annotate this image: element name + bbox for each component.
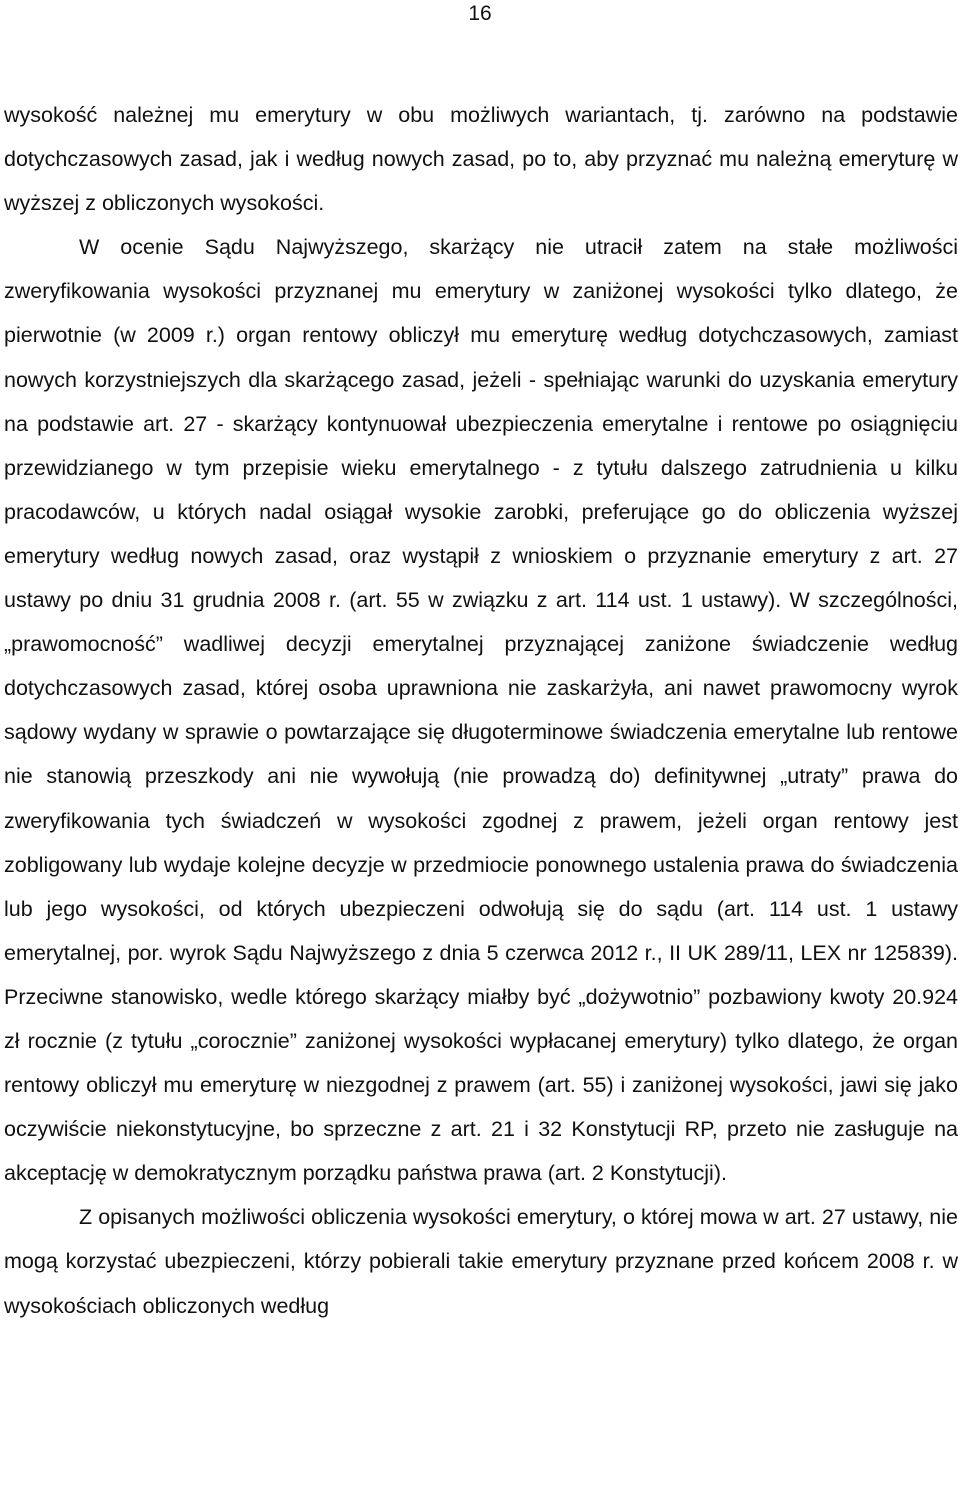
paragraph-2: W ocenie Sądu Najwyższego, skarżący nie utracił zatem na stałe możliwości zweryfikowania wysokości przyznanej mu emerytury w zaniżonej wysokości tylko dlatego, że pierwotnie (w 2009 r.) organ rentowy obliczył mu emeryturę według dotychczasowych, zamiast nowych korzystniejszych dla skarżącego zasad, jeżeli - spełniając warunki do uzyskania emerytury na podstawie art. 27 - skarżący kontynuował ubezpieczenia emerytalne i rentowe po osiągnięciu przewidzianego w tym przepisie wieku emerytalnego - z tytułu dalszego zatrudnienia u kilku pracodawców, u których nadal osiągał wysokie zarobki, preferujące go do obliczenia wyższej emerytury według nowych zasad, oraz wystąpił z wnioskiem o przyznanie emerytury z art. 27 ustawy po dniu 31 grudnia 2008 r. (art. 55 w związku z art. 114 ust. 1 ustawy). W szczególności, „prawomocność” wadliwej decyzji emerytalnej przyznającej zaniżone świadczenie według dotychczasowych zasad, której osoba uprawniona nie zaskarżyła, ani nawet prawomocny wyrok sądowy wydany w sprawie o powtarzające się długoterminowe świadczenia emerytalne lub rentowe nie stanowią przeszkody ani nie wywołują (nie prowadzą do) definitywnej „utraty” prawa do zweryfikowania tych świadczeń w wysokości zgodnej z prawem, jeżeli organ rentowy jest zobligowany lub wydaje kolejne decyzje w przedmiocie ponownego ustalenia prawa do świadczenia lub jego wysokości, od których ubezpieczeni odwołują się do sądu (art. 114 ust. 1 ustawy emerytalnej, por. wyrok Sądu Najwyższego z dnia 5 czerwca 2012 r., II UK 289/11, LEX nr 125839). Przeciwne stanowisko, wedle którego skarżący miałby być „dożywotnio” pozbawiony kwoty 20.924 zł rocznie (z tytułu „corocznie” zaniżonej wysokości wypłacanej emerytury) tylko dlatego, że organ rentowy obliczył mu emeryturę w niezgodnej z prawem (art. 55) i zaniżonej wysokości, jawi się jako oczywiście niekonstytucyjne, bo sprzeczne z art. 21 i 32 Konstytucji RP, przeto nie zasługuje na akceptację w demokratycznym porządku państwa prawa (art. 2 Konstytucji). [4,235,958,1186]
paragraph-1: wysokość należnej mu emerytury w obu możliwych wariantach, tj. zarówno na podstawie dotychczasowych zasad, jak i według nowych zasad, po to, aby przyznać mu należną emeryturę w wyższej z obliczonych wysokości. [4,103,958,216]
document-body [4,93,958,1328]
page-number: 16 [468,2,492,25]
paragraph-3: Z opisanych możliwości obliczenia wysokości emerytury, o której mowa w art. 27 ustawy, nie mogą korzystać ubezpieczeni, którzy pobierali takie emerytury przyznane przed końcem 2008 r. w wysokościach obliczonych według [4,1205,958,1318]
